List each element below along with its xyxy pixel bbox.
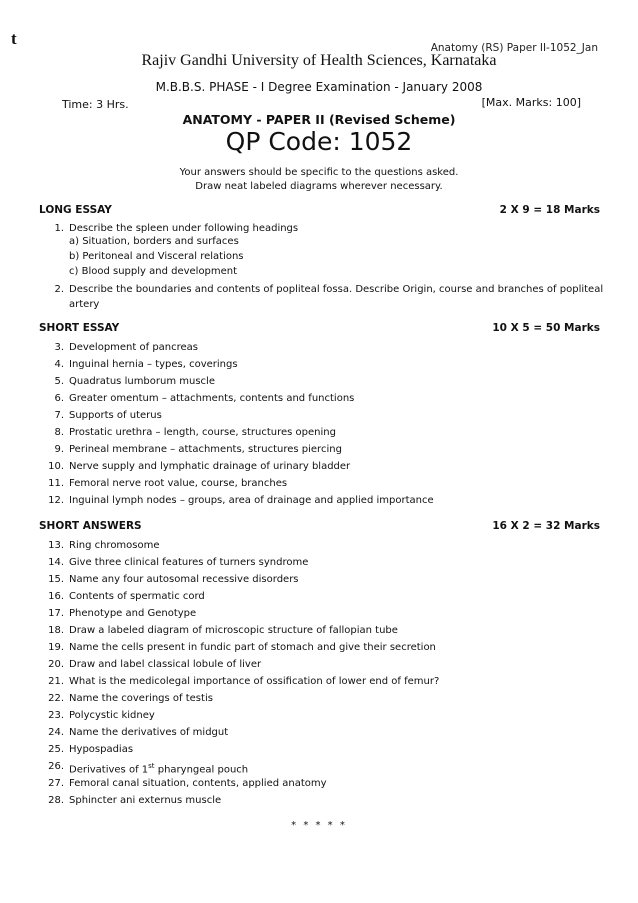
section-title-long-essay: LONG ESSAY [39,204,112,216]
sub-question: a) Situation, borders and surfaces [69,236,239,247]
question-text: Perineal membrane – attachments, structures piercing [69,444,342,455]
question-number: 27. [48,778,64,789]
question-number: 22. [48,693,64,704]
question-text: Draw a labeled diagram of microscopic structure of fallopian tube [69,625,398,636]
question-number: 12. [48,495,64,506]
question-number: 1. [54,223,64,234]
instruction-line: Draw neat labeled diagrams wherever necessary. [195,181,443,192]
question-text: Name the cells present in fundic part of stomach and give their secretion [69,642,436,653]
question-number: 24. [48,727,64,738]
question-text: Sphincter ani externus muscle [69,795,222,806]
section-title-short-essay: SHORT ESSAY [39,322,120,334]
superscript: st [148,762,155,770]
question-number: 19. [48,642,64,653]
question-number: 9. [54,444,64,455]
question-text: Supports of uterus [69,410,162,421]
question-text: Femoral canal situation, contents, applied anatomy [69,778,327,789]
question-text: Name any four autosomal recessive disorders [69,574,299,585]
question-text: Quadratus lumborum muscle [69,376,215,387]
question-number: 16. [48,591,64,602]
section-title-short-answers: SHORT ANSWERS [39,520,142,532]
instruction-line: Your answers should be specific to the questions asked. [179,167,459,178]
question-text: Nerve supply and lymphatic drainage of urinary bladder [69,461,351,472]
question-number: 25. [48,744,64,755]
university-name: Rajiv Gandhi University of Health Sciences, Karnataka [141,52,497,69]
question-number: 5. [54,376,64,387]
question-number: 8. [54,427,64,438]
question-text: Greater omentum – attachments, contents and functions [69,393,355,404]
question-text-part: Derivatives of 1 [69,764,149,776]
paper-title: ANATOMY - PAPER II (Revised Scheme) [182,112,456,127]
question-number: 17. [48,608,64,619]
question-text: Prostatic urethra – length, course, structures opening [69,427,336,438]
question-number: 21. [48,676,64,687]
section-marks-short-essay: 10 X 5 = 50 Marks [492,322,600,334]
question-text: Development of pancreas [69,342,199,353]
end-marker: * * * * * [291,820,347,831]
question-text: Describe the spleen under following headings [69,223,299,234]
sub-question: c) Blood supply and development [69,266,238,277]
question-number: 23. [48,710,64,721]
question-text: Hypospadias [69,744,134,755]
max-marks: [Max. Marks: 100] [481,96,581,109]
question-number: 10. [48,461,64,472]
time-allowed: Time: 3 Hrs. [62,98,129,111]
question-text: What is the medicolegal importance of ossification of lower end of femur? [69,676,440,687]
question-text: Describe the boundaries and contents of popliteal fossa. Describe Origin, course and branches of popliteal artery [69,284,604,310]
exam-title: M.B.B.S. PHASE - I Degree Examination - January 2008 [155,80,483,94]
question-text: Inguinal lymph nodes – groups, area of drainage and applied importance [69,495,434,506]
question-text [69,759,605,777]
question-number: 14. [48,557,64,568]
question-number: 11. [48,478,64,489]
question-number: 13. [48,540,64,551]
question-number: 4. [54,359,64,370]
question-number: 15. [48,574,64,585]
question-text: Name the derivatives of midgut [69,727,229,738]
question-text: Draw and label classical lobule of liver [69,659,262,670]
question-text: Phenotype and Genotype [69,608,197,619]
question-number: 28. [48,795,64,806]
question-number: 3. [54,342,64,353]
sub-question: b) Peritoneal and Visceral relations [69,251,244,262]
instructions [0,166,638,194]
margin-mark: t [11,29,17,48]
question-text: Name the coverings of testis [69,693,213,704]
question-text: Give three clinical features of turners syndrome [69,557,309,568]
question-text-part: pharyngeal pouch [154,764,249,776]
question-text: Femoral nerve root value, course, branches [69,478,288,489]
question-number: 18. [48,625,64,636]
section-marks-short-answers: 16 X 2 = 32 Marks [492,520,600,532]
qp-code: QP Code: 1052 [225,127,413,156]
question-text: Ring chromosome [69,540,160,551]
question-number: 7. [54,410,64,421]
question-text: Polycystic kidney [69,710,155,721]
section-marks-long-essay: 2 X 9 = 18 Marks [499,204,600,216]
question-number: 6. [54,393,64,404]
paper-reference: Anatomy (RS) Paper II-1052_Jan [430,42,598,54]
question-text: Contents of spermatic cord [69,591,205,602]
question-text: Inguinal hernia – types, coverings [69,359,238,370]
question-number: 20. [48,659,64,670]
question-number: 26. [48,761,64,772]
question-number: 2. [54,284,64,295]
